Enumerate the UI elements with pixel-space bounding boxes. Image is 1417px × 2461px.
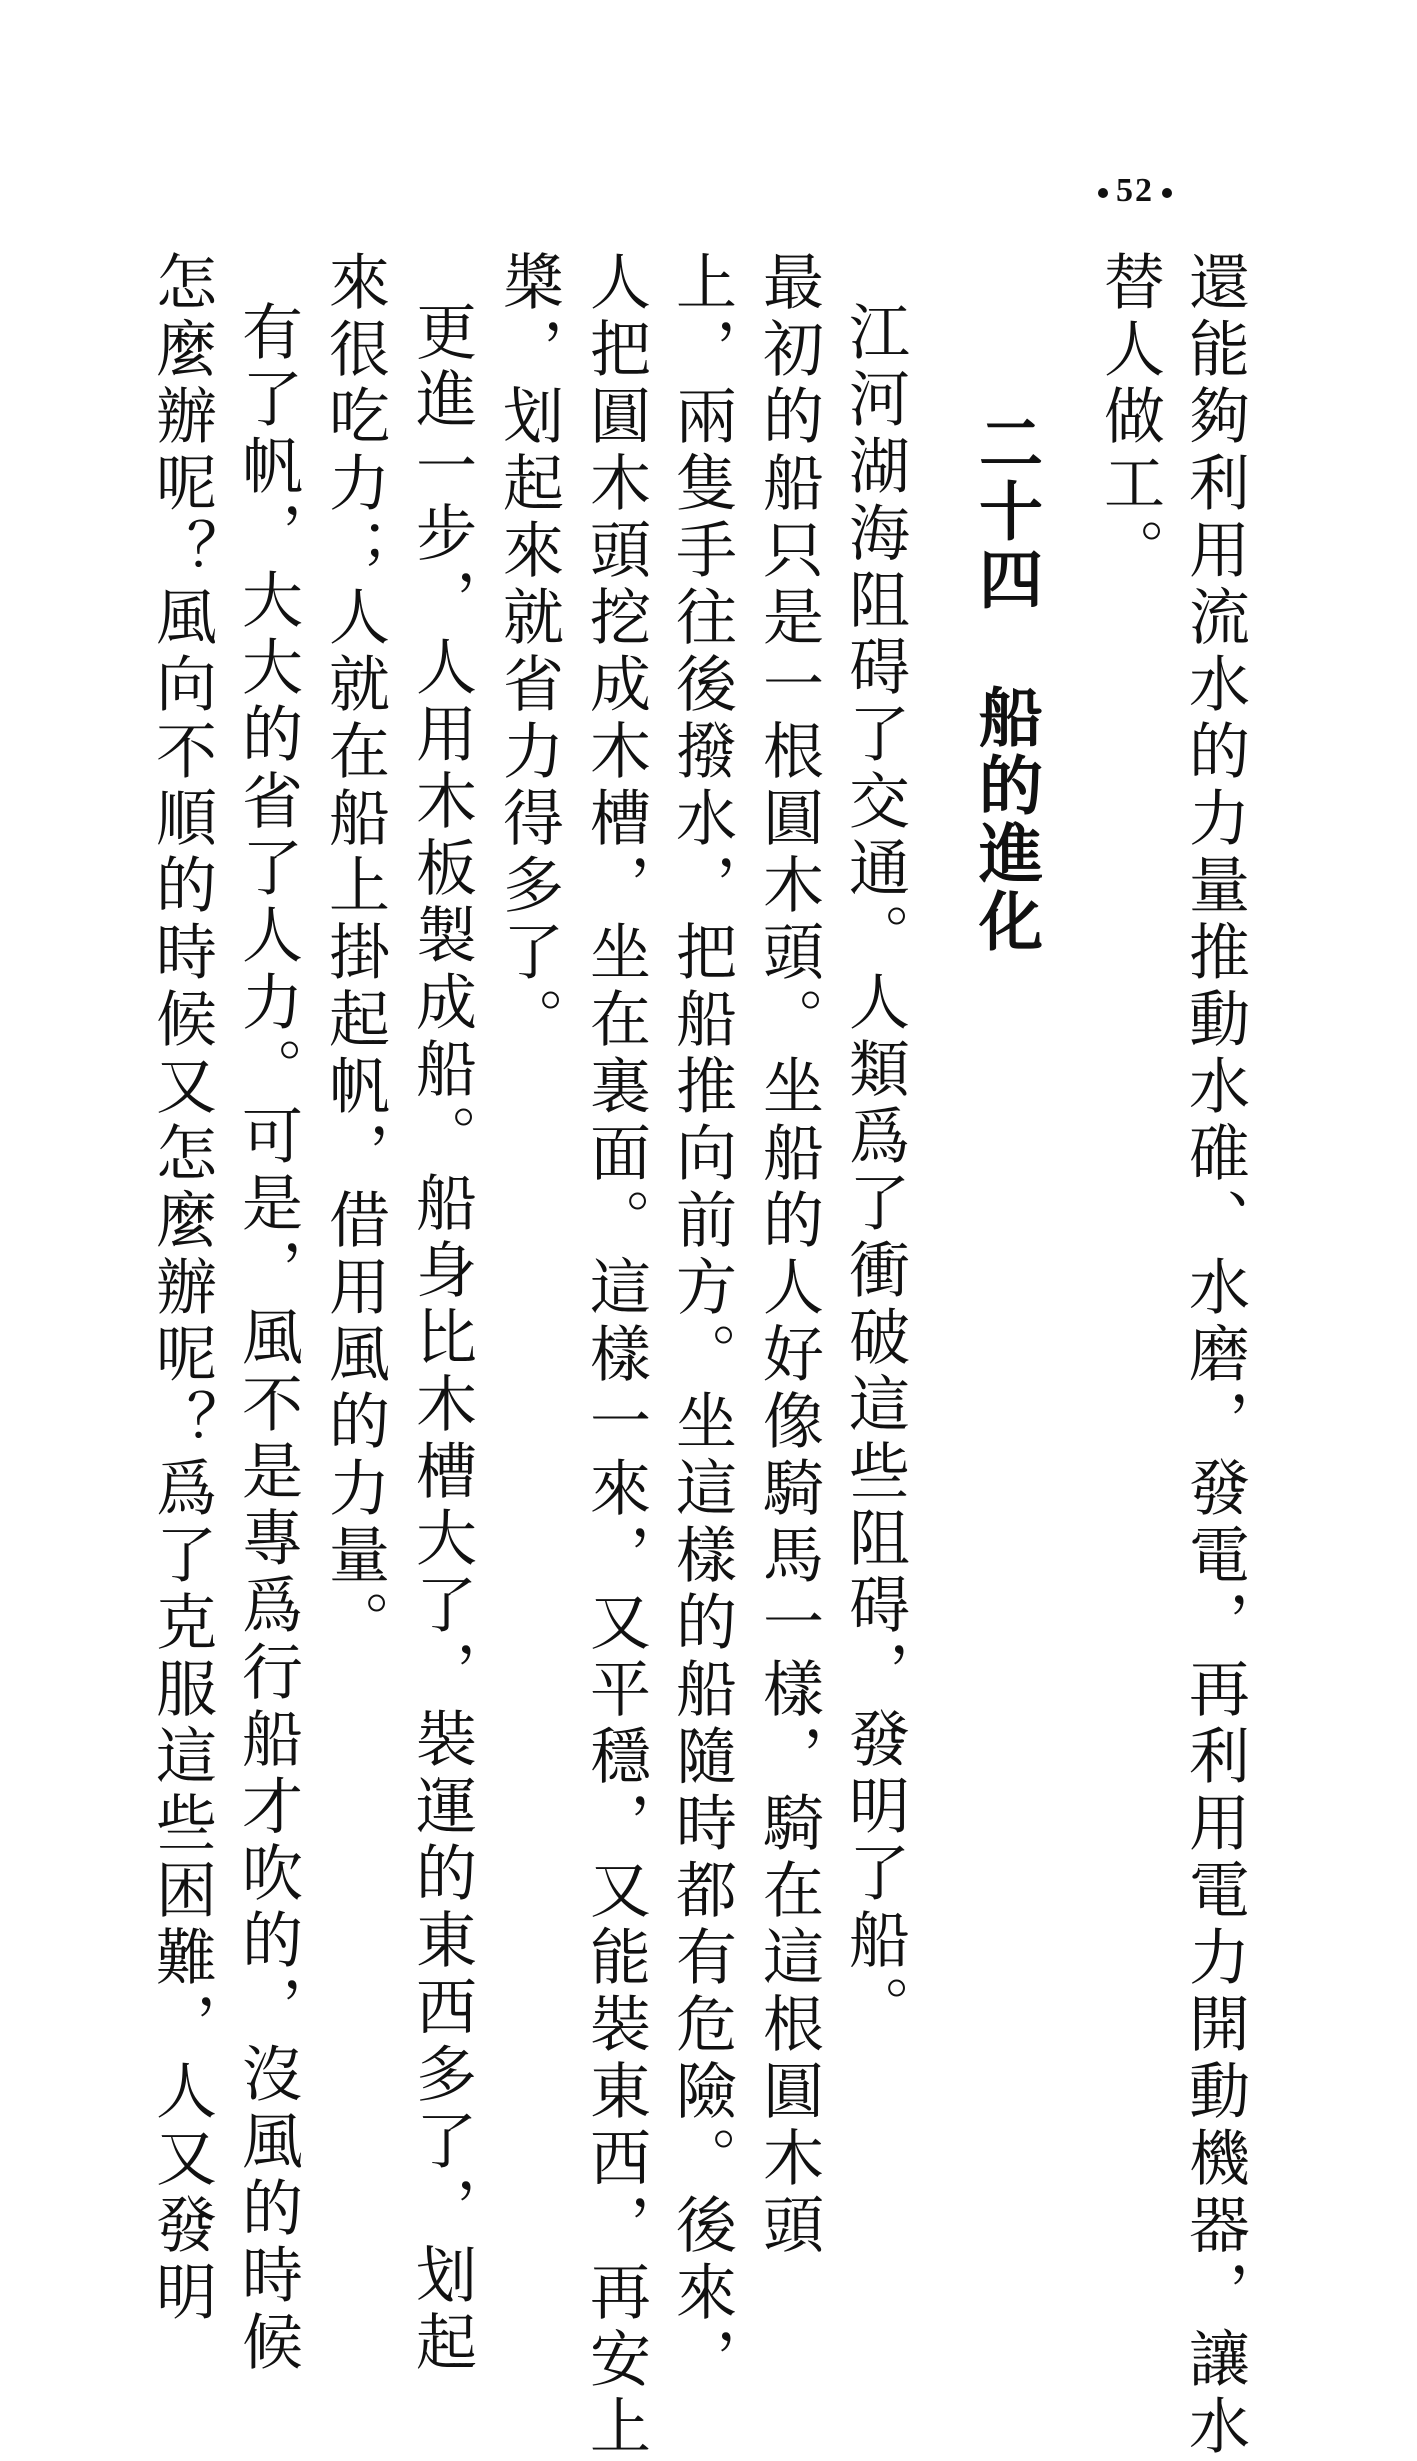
bullet-dot-right: [1162, 188, 1172, 198]
intro-line-2: 替人做工。: [1094, 250, 1165, 585]
body-line-9: 怎麼辦呢？風向不順的時候又怎麼辦呢？爲了克服這些困難，人又發明: [146, 250, 217, 2327]
page-number: [1075, 172, 1195, 210]
body-line-1: 江河湖海阻碍了交通。人類爲了衝破這些阻碍，發明了船。: [839, 300, 910, 2042]
bullet-dot-left: [1098, 188, 1108, 198]
intro-line-1: 還能夠利用流水的力量推動水碓、水磨，發電，再利用電力開動機器，讓水: [1179, 250, 1250, 2461]
body-line-7: 來很吃力；人就在船上掛起帆，借用風的力量。: [319, 250, 390, 1657]
page-number-text: 52: [1116, 172, 1154, 209]
section-title: 船的進化: [968, 684, 1043, 956]
body-line-6: 更進一步，人用木板製成船。船身比木槽大了，裝運的東西多了，划起: [406, 300, 477, 2377]
body-line-8: 有了帆，大大的省了人力。可是，風不是專爲行船才吹的，沒風的時候: [232, 300, 303, 2377]
body-line-3: 上，兩隻手往後撥水，把船推向前方。坐這樣的船隨時都有危險。後來，: [666, 250, 737, 2394]
body-line-5: 槳，划起來就省力得多了。: [493, 250, 564, 1054]
section-heading: [960, 410, 1050, 956]
body-line-2: 最初的船只是一根圓木頭。坐船的人好像騎馬一樣，騎在這根圓木頭: [753, 250, 824, 2260]
section-number: 二十四: [968, 410, 1043, 614]
body-line-4: 人把圓木頭挖成木槽，坐在裏面。這樣一來，又平穩，又能裝東西，再安上: [580, 250, 651, 2461]
